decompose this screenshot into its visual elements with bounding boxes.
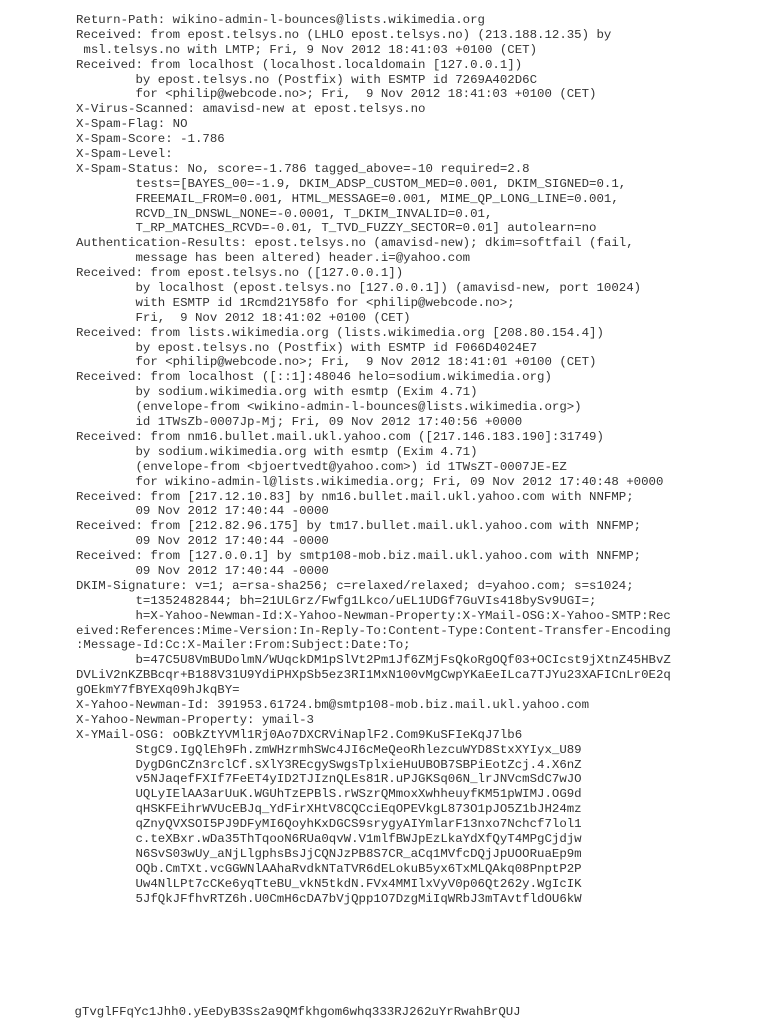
header-line: qHSKFEihrWVUcEBJq_YdFirXHtV8CQCciEqOPEVkgL873O1pJO5Z1bJH24mz <box>76 802 582 817</box>
header-line: DVLiV2nKZBBcqr+B188V31U9YdiPHXpSb5ez3RI1MxN100vMgCwpYKaEeILca7TJYu23XAFICnLr0E2q <box>76 668 671 683</box>
header-line: by sodium.wikimedia.org with esmtp (Exim 4.71) <box>76 385 478 400</box>
header-line: N6SvS03wUy_aNjLlgphsBsJjCQNJzPB8S7CR_aCq1MVfcDQjJpUOORuaEp9m <box>76 846 582 861</box>
header-line: by localhost (epost.telsys.no [127.0.0.1]) (amavisd-new, port 10024) <box>76 281 642 296</box>
header-line: DKIM-Signature: v=1; a=rsa-sha256; c=relaxed/relaxed; d=yahoo.com; s=s1024; <box>76 578 634 593</box>
header-line: RCVD_IN_DNSWL_NONE=-0.0001, T_DKIM_INVALID=0.01, <box>76 206 493 221</box>
header-line: Return-Path: wikino-admin-l-bounces@lists.wikimedia.org <box>76 13 485 27</box>
header-line-tail: gTvglFFqYc1Jhh0.yEeDyB3Ss2a9QMfkhgom6whq333RJ262uYrRwahBrQUJ <box>15 1005 521 1019</box>
header-line: h=X-Yahoo-Newman-Id:X-Yahoo-Newman-Property:X-YMail-OSG:X-Yahoo-SMTP:Rec <box>76 608 671 623</box>
header-line: X-Yahoo-Newman-Property: ymail-3 <box>76 712 314 727</box>
header-line: Authentication-Results: epost.telsys.no (amavisd-new); dkim=softfail (fail, <box>76 236 634 251</box>
header-line: X-Spam-Flag: NO <box>76 117 188 132</box>
header-line: Received: from epost.telsys.no ([127.0.0.1]) <box>76 266 404 281</box>
header-line: :Message-Id:Cc:X-Mailer:From:Subject:Date:To; <box>76 638 411 653</box>
header-line: 09 Nov 2012 17:40:44 -0000 <box>76 563 329 578</box>
header-line: X-Virus-Scanned: amavisd-new at epost.telsys.no <box>76 102 426 117</box>
header-line: X-YMail-OSG: oOBkZtYVMl1Rj0Ao7DXCRViNaplF2.Com9KuSFIeKqJ7lb6 <box>76 727 523 742</box>
header-line: 09 Nov 2012 17:40:44 -0000 <box>76 504 329 519</box>
header-line: Received: from nm16.bullet.mail.ukl.yahoo.com ([217.146.183.190]:31749) <box>76 429 604 444</box>
header-line: X-Spam-Score: -1.786 <box>76 132 225 147</box>
header-line: for <philip@webcode.no>; Fri, 9 Nov 2012 18:41:03 +0100 (CET) <box>76 87 597 102</box>
header-line: X-Spam-Level: <box>76 147 173 162</box>
header-line: 09 Nov 2012 17:40:44 -0000 <box>76 534 329 549</box>
header-line: b=47C5U8VmBUDolmN/WUqckDM1pSlVt2Pm1Jf6ZMjFsQkoRgOQf03+OCIcst9jXtnZ45HBvZ <box>76 653 671 668</box>
header-line: Received: from localhost ([::1]:48046 helo=sodium.wikimedia.org) <box>76 370 552 385</box>
header-line: for <philip@webcode.no>; Fri, 9 Nov 2012 18:41:01 +0100 (CET) <box>76 355 597 370</box>
header-line: 5JfQkJFfhvRTZ6h.U0CmH6cDA7bVjQpp1O7DzgMiIqWRbJ3mTAvtfldOU6kW <box>76 891 582 906</box>
header-line: Received: from localhost (localhost.localdomain [127.0.0.1]) <box>76 57 523 72</box>
header-line: Fri, 9 Nov 2012 18:41:02 +0100 (CET) <box>76 310 411 325</box>
header-line: by sodium.wikimedia.org with esmtp (Exim 4.71) <box>76 444 478 459</box>
header-line: qZnyQVXSOI5PJ9DFyMI6QoyhKxDGCS9srygyAIYmlarF13nxo7Nchcf7lol1 <box>76 817 582 832</box>
header-line: Received: from [127.0.0.1] by smtp108-mob.biz.mail.ukl.yahoo.com with NNFMP; <box>76 549 642 564</box>
header-line: (envelope-from <bjoertvedt@yahoo.com>) id 1TWsZT-0007JE-EZ <box>76 459 567 474</box>
header-line: OQb.CmTXt.vcGGWNlAAhaRvdkNTaTVR6dELokuB5yx6TxMLQAkq08PnptP2P <box>76 861 582 876</box>
header-line: with ESMTP id 1Rcmd21Y58fo for <philip@webcode.no>; <box>76 295 515 310</box>
header-line: eived:References:Mime-Version:In-Reply-To:Content-Type:Content-Transfer-Encoding <box>76 623 671 638</box>
header-line: Received: from [217.12.10.83] by nm16.bullet.mail.ukl.yahoo.com with NNFMP; <box>76 489 634 504</box>
header-line: StgC9.IgQlEh9Fh.zmWHzrmhSWc4JI6cMeQeoRhlezcuWYD8StxXYIyx_U89 <box>76 742 582 757</box>
header-line: id 1TWsZb-0007Jp-Mj; Fri, 09 Nov 2012 17:40:56 +0000 <box>76 415 523 430</box>
header-line: t=1352482844; bh=21ULGrz/Fwfg1Lkco/uEL1UDGf7GuVIs418bySv9UGI=; <box>76 593 597 608</box>
header-line: X-Spam-Status: No, score=-1.786 tagged_above=-10 required=2.8 <box>76 161 530 176</box>
header-line: DygDGnCZn3rclCf.sXlY3REcgySwgsTplxieHuUBOB7SBPiEotZcj.4.X6nZ <box>76 757 582 772</box>
header-line: X-Yahoo-Newman-Id: 391953.61724.bm@smtp108-mob.biz.mail.ukl.yahoo.com <box>76 697 590 712</box>
email-header-document <box>76 13 756 906</box>
header-line: gOEkmY7fBYEXq09hJkqBY= <box>76 683 240 698</box>
header-line: v5NJaqefFXIf7FeET4yID2TJIznQLEs81R.uPJGKSq06N_lrJNVcmSdC7wJO <box>76 772 582 787</box>
header-line: by epost.telsys.no (Postfix) with ESMTP id F066D4024E7 <box>76 340 538 355</box>
header-line: Received: from epost.telsys.no (LHLO epost.telsys.no) (213.188.12.35) by <box>76 27 612 42</box>
header-line: by epost.telsys.no (Postfix) with ESMTP id 7269A402D6C <box>76 72 538 87</box>
header-line: msl.telsys.no with LMTP; Fri, 9 Nov 2012 18:41:03 +0100 (CET) <box>76 42 538 57</box>
header-line: Received: from [212.82.96.175] by tm17.bullet.mail.ukl.yahoo.com with NNFMP; <box>76 519 642 534</box>
header-line: c.teXBxr.wDa35ThTqooN6RUa0qvW.V1mlfBWJpEzLkaYdXfQyT4MPgCjdjw <box>76 831 582 846</box>
header-line: FREEMAIL_FROM=0.001, HTML_MESSAGE=0.001, MIME_QP_LONG_LINE=0.001, <box>76 191 619 206</box>
header-line: T_RP_MATCHES_RCVD=-0.01, T_TVD_FUZZY_SECTOR=0.01] autolearn=no <box>76 221 597 236</box>
header-line: (envelope-from <wikino-admin-l-bounces@lists.wikimedia.org>) <box>76 400 582 415</box>
header-line: Uw4NlLPt7cCKe6yqTteBU_vkN5tkdN.FVx4MMIlxVyV0p06Qt262y.WgIcIK <box>76 876 582 891</box>
header-line: Received: from lists.wikimedia.org (lists.wikimedia.org [208.80.154.4]) <box>76 325 604 340</box>
header-line: tests=[BAYES_00=-1.9, DKIM_ADSP_CUSTOM_MED=0.001, DKIM_SIGNED=0.1, <box>76 176 627 191</box>
header-line: message has been altered) header.i=@yahoo.com <box>76 251 471 266</box>
header-line: for wikino-admin-l@lists.wikimedia.org; Fri, 09 Nov 2012 17:40:48 +0000 <box>76 474 664 489</box>
header-line: UQLyIElAA3arUuK.WGUhTzEPBlS.rWSzrQMmoxXwhheuyfKM51pWIMJ.OG9d <box>76 787 582 802</box>
